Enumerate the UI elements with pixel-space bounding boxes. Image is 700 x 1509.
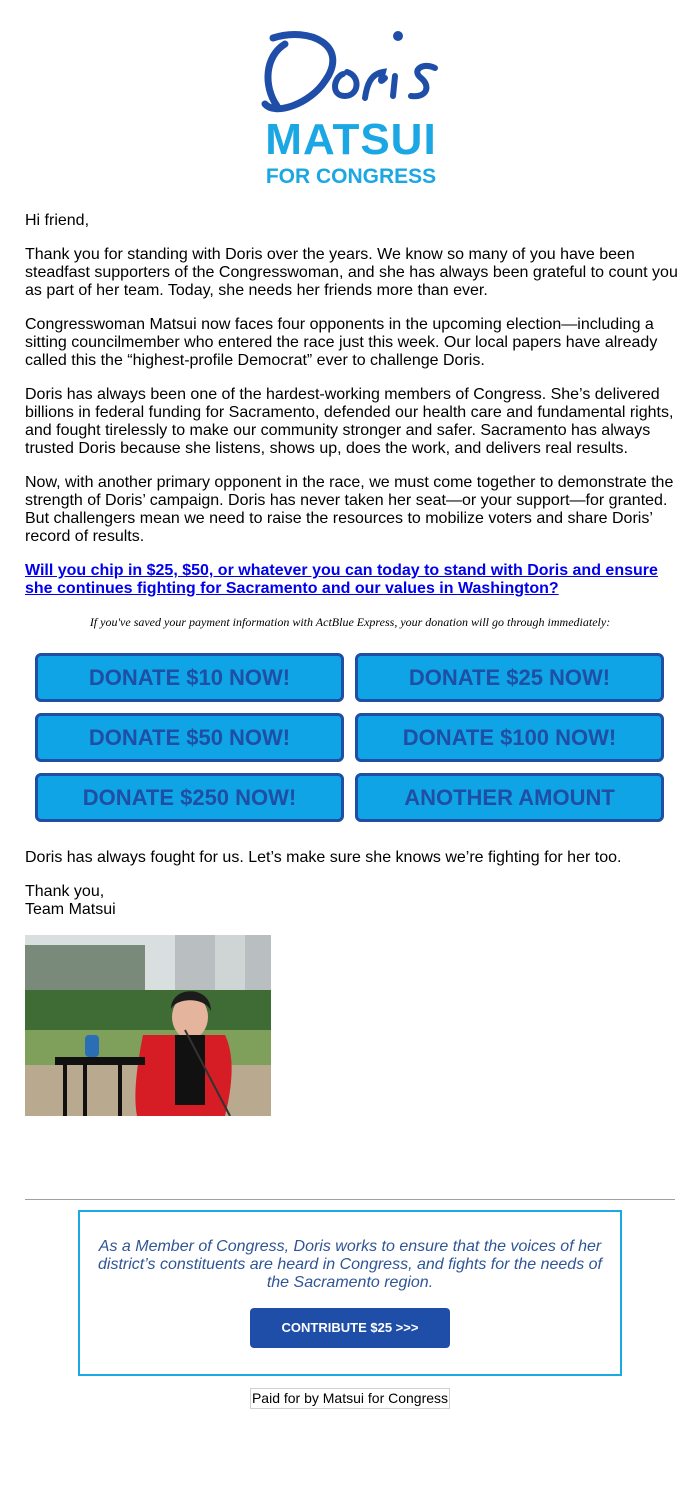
- campaign-logo: [255, 26, 445, 191]
- donate-50-button[interactable]: DONATE $50 NOW!: [35, 713, 344, 762]
- logo-tagline: FOR CONGRESS: [265, 165, 437, 188]
- greeting-text: Hi friend,: [25, 212, 90, 229]
- footer-box: [78, 1210, 622, 1376]
- donate-25-button[interactable]: DONATE $25 NOW!: [355, 653, 664, 702]
- donate-100-button[interactable]: DONATE $100 NOW!: [355, 713, 664, 762]
- doris-script-logo: [255, 26, 445, 118]
- logo-name-line: MATSUI: [265, 115, 437, 164]
- actblue-express-note: If you've saved your payment information with ActBlue Express, your donation will go through immediately:: [89, 615, 611, 629]
- greeting: [25, 212, 680, 230]
- another-amount-button[interactable]: ANOTHER AMOUNT: [355, 773, 664, 822]
- footer-divider: [25, 1199, 675, 1200]
- paragraph-text: Doris has always been one of the hardest-working members of Congress. She’s delivered billions in federal funding for Sacramento, defended our health care and fundamental rights, and fought tirelessly to make our community stronger and safer. Sacramento has always trusted Doris because she listens, shows up, does the work, and delivers real results.: [25, 386, 674, 457]
- contribute-25-button[interactable]: CONTRIBUTE $25 >>>: [250, 1308, 450, 1348]
- paragraph-2: [25, 316, 680, 370]
- candidate-photo: [25, 935, 271, 1116]
- paragraph-text: Congresswoman Matsui now faces four opponents in the upcoming election—including a sitting councilmember who entered the race just this week. Our local papers have already called this the “highest-profile Democrat” ever to challenge Doris.: [25, 316, 658, 369]
- signoff-thanks: Thank you,: [25, 883, 105, 900]
- footer-statement: As a Member of Congress, Doris works to ensure that the voices of her district’s constituents are heard in Congress, and fights for the needs of the Sacramento region.: [98, 1238, 602, 1291]
- paragraph-text: Now, with another primary opponent in the race, we must come together to demonstrate the strength of Doris’ campaign. Doris has never taken her seat—or your support—for granted. But challengers mean we need to raise the resources to mobilize voters and share Doris’ record of results.: [25, 474, 674, 545]
- donate-250-button[interactable]: DONATE $250 NOW!: [35, 773, 344, 822]
- paragraph-text: Thank you for standing with Doris over the years. We know so many of you have been steadfast supporters of the Congresswoman, and she has always been grateful to count you as part of her team. Today, she needs her friends more than ever.: [25, 246, 678, 299]
- paragraph-4: [25, 474, 680, 546]
- paid-for-disclaimer: Paid for by Matsui for Congress: [250, 1388, 450, 1409]
- donation-ask-link[interactable]: Will you chip in $25, $50, or whatever you can today to stand with Doris and ensure she continues fighting for Sacramento and our values in Washington?: [25, 562, 658, 597]
- paragraph-3: [25, 386, 680, 458]
- signoff-team: Team Matsui: [25, 901, 116, 918]
- closing-line: Doris has always fought for us. Let’s make sure she knows we’re fighting for her too.: [25, 849, 622, 866]
- paragraph-1: [25, 246, 680, 300]
- donate-10-button[interactable]: DONATE $10 NOW!: [35, 653, 344, 702]
